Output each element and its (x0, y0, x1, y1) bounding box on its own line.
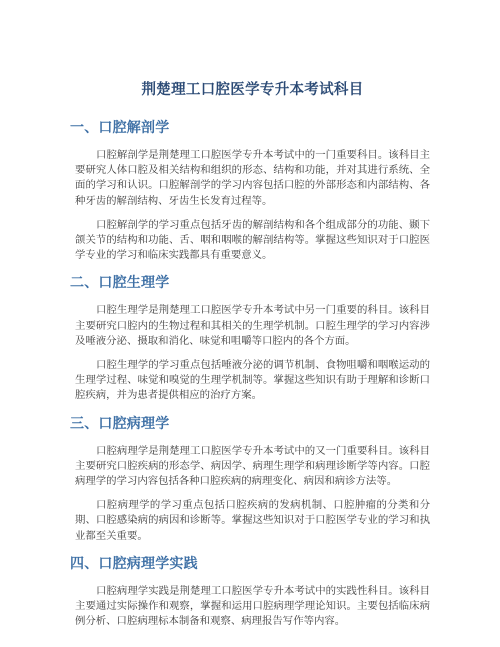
document-title: 荆楚理工口腔医学专升本考试科目 (141, 82, 364, 98)
section-oral-physiology (70, 272, 430, 403)
section-heading: 四、口腔病理学实践 (70, 555, 198, 572)
paragraph: 口腔病理学是荆楚理工口腔医学专升本考试中的又一门重要科目。该科目主要研究口腔疾病的形态学、病因学、病理生理学和病理诊断学等内容。口腔病理学的学习内容包括各种口腔疾病的病理变化、病因和病诊方法等。 (75, 444, 430, 488)
section-heading: 一、口腔解剖学 (70, 120, 170, 136)
section-oral-anatomy (70, 117, 430, 263)
section-oral-pathology-practice (70, 553, 430, 630)
paragraph: 口腔生理学的学习重点包括唾液分泌的调节机制、食物咀嚼和咽喉运动的生理学过程、味觉和嗅觉的生理学机制等。掌握这些知识有助于理解和诊断口腔疾病，并为患者提供相应的治疗方案。 (75, 359, 430, 402)
section-heading: 二、口腔生理学 (70, 275, 170, 292)
paragraph: 口腔病理学的学习重点包括口腔疾病的发病机制、口腔肿瘤的分类和分期、口腔感染病的病因和诊断等。掌握这些知识对于口腔医学专业的学习和执业都至关重要。 (75, 499, 430, 542)
paragraph: 口腔病理学实践是荆楚理工口腔医学专升本考试中的实践性科目。该科目主要通过实际操作和观察，掌握和运用口腔病理学理论知识。主要包括临床病例分析、口腔病理标本制备和观察、病理报告写作等内容。 (75, 584, 430, 628)
paragraph: 口腔解剖学的学习重点包括牙齿的解剖结构和各个组成部分的功能、颞下颌关节的结构和功能、舌、咽和咽喉的解剖结构等。掌握这些知识对于口腔医学专业的学习和临床实践都具有重要意义。 (75, 218, 430, 262)
paragraph: 口腔解剖学是荆楚理工口腔医学专升本考试中的一门重要科目。该科目主要研究人体口腔及相关结构和组织的形态、结构和功能，并对其进行系统、全面的学习和认识。口腔解剖学的学习内容包括口腔的外部形态和内部结构、各种牙齿的解剖结构、牙齿生长发育过程等。 (75, 149, 430, 207)
section-heading: 三、口腔病理学 (70, 415, 170, 432)
section-oral-pathology (70, 413, 430, 544)
paragraph: 口腔生理学是荆楚理工口腔医学专升本考试中另一门重要的科目。该科目主要研究口腔内的生物过程和其相关的生理学机制。口腔生理学的学习内容涉及唾液分泌、摄取和消化、味觉和咀嚼等口腔内的各个方面。 (75, 304, 430, 347)
